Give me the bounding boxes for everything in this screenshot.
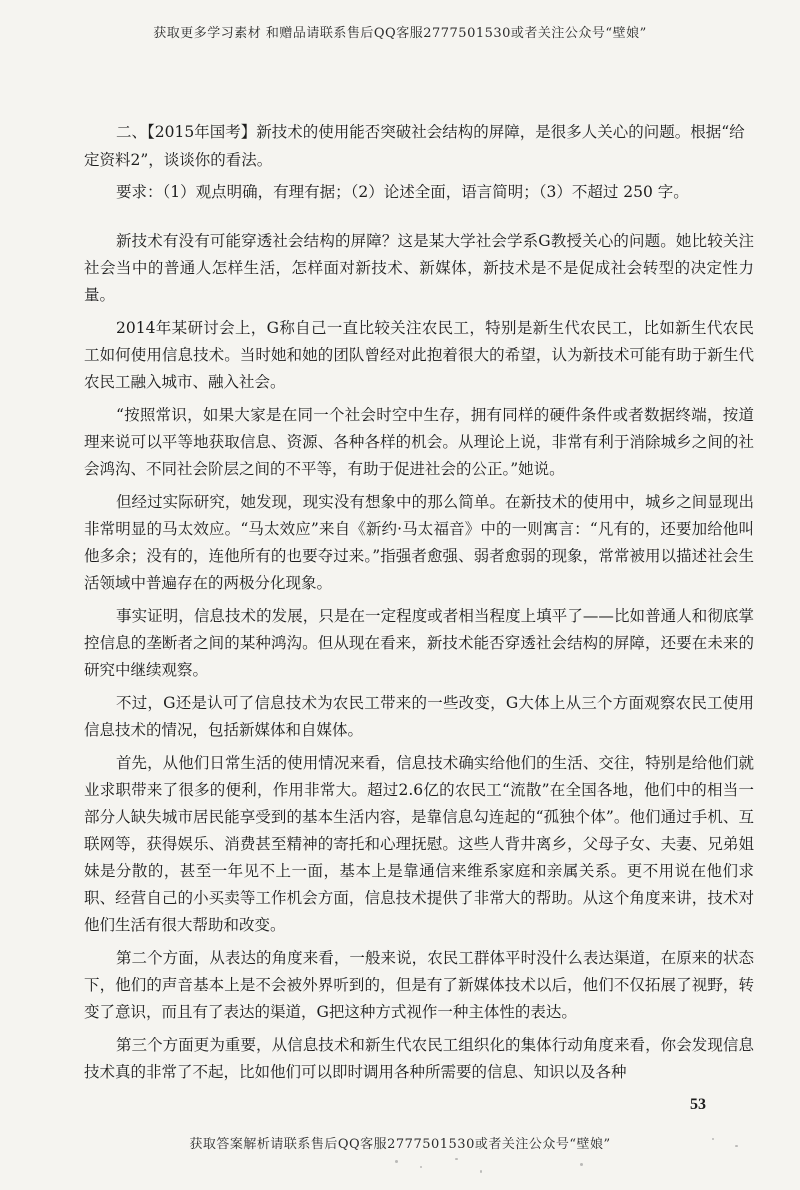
material-paragraph: 第三个方面更为重要，从信息技术和新生代农民工组织化的集体行动角度来看，你会发现信息技术真的非常了不起，比如他们可以即时调用各种所需要的信息、知识以及各种 [84, 1036, 754, 1081]
footer-banner: 获取答案解析请联系售后QQ客服2777501530或者关注公众号“壁娘” [189, 1137, 611, 1152]
material-paragraph: 第二个方面，从表达的角度来看，一般来说，农民工群体平时没什么表达渠道，在原来的状态下，他们的声音基本上是不会被外界听到的，但是有了新媒体技术以后，他们不仅拓展了视野，转变了意识，而且有了表达的渠道，G把这种方式视作一种主体性的表达。 [84, 949, 754, 1021]
page-number: 53 [690, 1096, 706, 1113]
scan-noise [395, 1160, 398, 1163]
scan-noise [580, 1163, 583, 1166]
material-paragraph: “按照常识，如果大家是在同一个社会时空中生存，拥有同样的硬件条件或者数据终端，按道理来说可以平等地获取信息、资源、各种各样的机会。从理论上说，非常有利于消除城乡之间的社会鸿沟、不同社会阶层之间的不平等，有助于促进社会的公正。”她说。 [84, 406, 754, 478]
material-paragraph: 事实证明，信息技术的发展，只是在一定程度或者相当程度上填平了——比如普通人和彻底掌控信息的垄断者之间的某种鸿沟。但从现在看来，新技术能否穿透社会结构的屏障，还要在未来的研究中继续观察。 [84, 607, 754, 679]
material-paragraph: 不过，G还是认可了信息技术为农民工带来的一些改变，G大体上从三个方面观察农民工使用信息技术的情况，包括新媒体和自媒体。 [84, 694, 754, 739]
material-paragraph: 新技术有没有可能穿透社会结构的屏障？这是某大学社会学系G教授关心的问题。她比较关注社会当中的普通人怎样生活，怎样面对新技术、新媒体，新技术是不是促成社会转型的决定性力量。 [84, 232, 754, 304]
scan-noise [735, 1145, 738, 1147]
scan-noise [480, 1170, 482, 1173]
question-requirement: 要求：（1）观点明确，有理有据；（2）论述全面，语言简明；（3）不超过 250 字。 [116, 183, 689, 201]
question-text: 二、【2015年国考】新技术的使用能否突破社会结构的屏障，是很多人关心的问题。根据“给定资料2”，谈谈你的看法。 [84, 123, 745, 169]
scan-noise [712, 1138, 714, 1140]
material-paragraph: 2014年某研讨会上，G称自己一直比较关注农民工，特别是新生代农民工，比如新生代农民工如何使用信息技术。当时她和她的团队曾经对此抱着很大的希望，认为新技术可能有助于新生代农民工融入城市、融入社会。 [84, 319, 754, 391]
scan-noise [420, 1166, 422, 1168]
header-banner: 获取更多学习素材 和赠品请联系售后QQ客服2777501530或者关注公众号“壁娘” [153, 26, 647, 41]
given-material [84, 228, 754, 1092]
material-paragraph: 首先，从他们日常生活的使用情况来看，信息技术确实给他们的生活、交往，特别是给他们就业求职带来了很多的便利，作用非常大。超过2.6亿的农民工“流散”在全国各地，他们中的相当一部分人缺失城市居民能享受到的基本生活内容，是靠信息勾连起的“孤独个体”。他们通过手机、互联网等，获得娱乐、消费甚至精神的寄托和心理抚慰。这些人背井离乡，父母子女、夫妻、兄弟姐妹是分散的，甚至一年见不上一面，基本上是靠通信来维系家庭和亲属关系。更不用说在他们求职、经营自己的小买卖等工作机会方面，信息技术提供了非常大的帮助。从这个角度来讲，技术对他们生活有很大帮助和改变。 [84, 754, 754, 934]
scan-noise [455, 1158, 458, 1160]
material-paragraph: 但经过实际研究，她发现，现实没有想象中的那么简单。在新技术的使用中，城乡之间显现出非常明显的马太效应。“马太效应”来自《新约·马太福音》中的一则寓言：“凡有的，还要加给他叫他多余；没有的，连他所有的也要夺过来。”指强者愈强、弱者愈弱的现象，常常被用以描述社会生活领域中普遍存在的两极分化现象。 [84, 493, 754, 592]
question-block [84, 118, 754, 206]
